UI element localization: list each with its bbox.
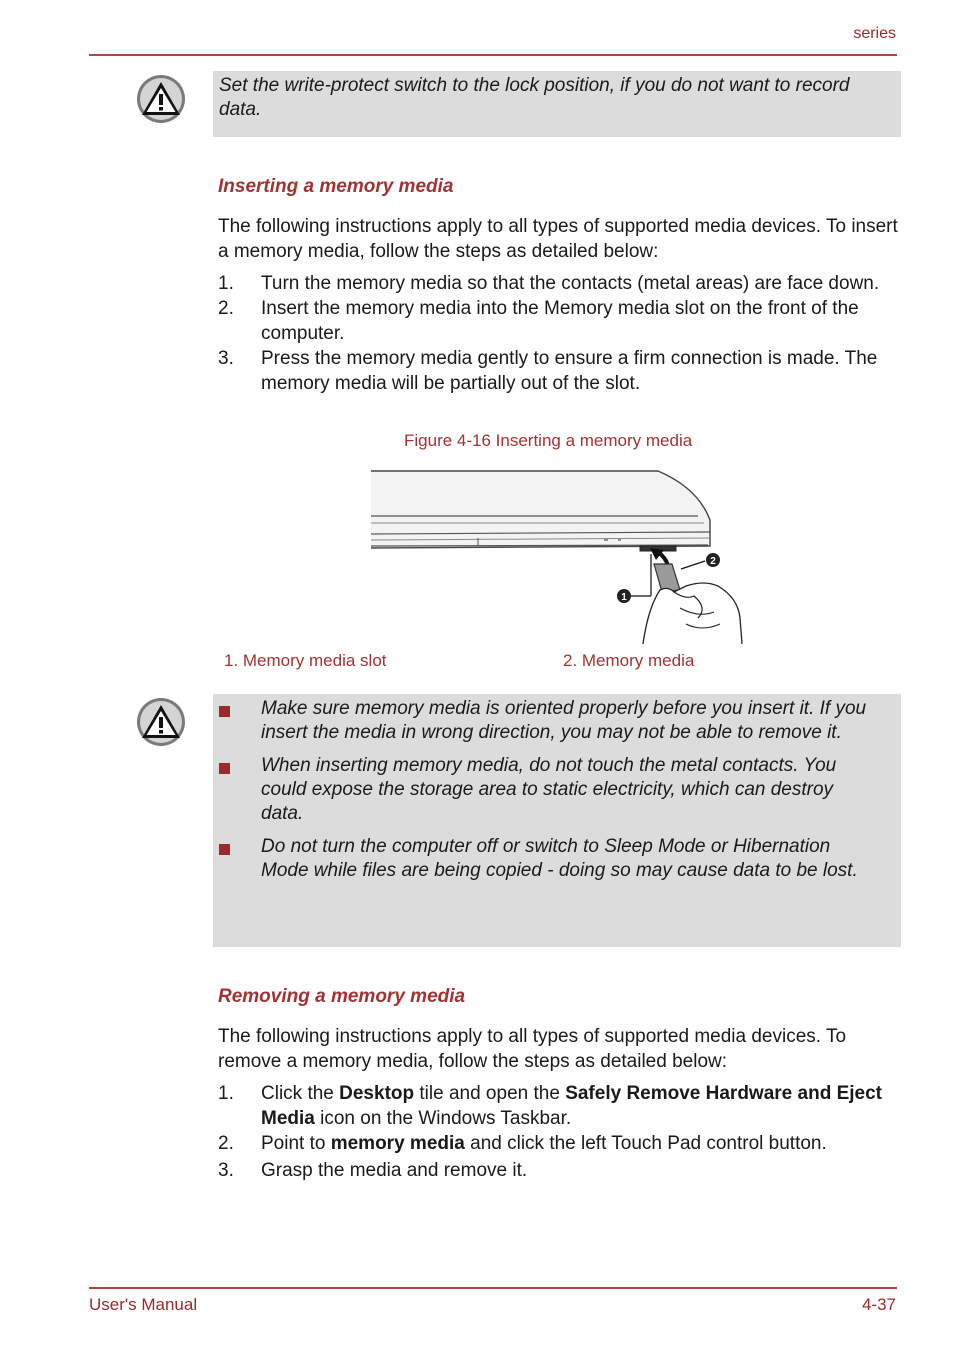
caution-bullets-list	[213, 694, 901, 883]
list-item	[218, 1158, 898, 1183]
figure-illustration	[368, 468, 748, 644]
safely-remove-term: Safely Remove Hardware and Eject Media	[261, 1083, 882, 1129]
warning-triangle-icon	[136, 74, 186, 124]
inserting-steps-list	[218, 271, 898, 396]
step-number: 3.	[218, 348, 234, 369]
list-item	[218, 1081, 898, 1131]
header-rule	[89, 54, 897, 56]
step-number: 1.	[218, 273, 234, 294]
step-text: Turn the memory media so that the contacts (metal areas) are face down.	[261, 273, 880, 294]
bullet-square-icon	[219, 706, 230, 717]
bullet-square-icon	[219, 844, 230, 855]
step-number: 3.	[218, 1160, 234, 1181]
list-item	[218, 271, 898, 296]
warning-triangle-icon	[136, 697, 186, 747]
figure-caption: Figure 4-16 Inserting a memory media	[404, 431, 693, 450]
removing-intro-paragraph: The following instructions apply to all types of supported media devices. To remove a memory media, follow the steps as detailed below:	[218, 1026, 847, 1072]
footer-page-number: 4-37	[861, 1295, 896, 1314]
callout-2: 2	[710, 556, 716, 567]
removing-steps-list	[218, 1081, 898, 1183]
inserting-intro-paragraph: The following instructions apply to all types of supported media devices. To insert a memory media, follow the steps as detailed below:	[218, 216, 898, 262]
memory-media-term: memory media	[330, 1133, 465, 1154]
callout-1: 1	[621, 592, 627, 603]
list-item	[213, 697, 877, 745]
figure-label-slot: 1. Memory media slot	[224, 651, 387, 670]
step-text: and click the left Touch Pad control button.	[464, 1133, 827, 1154]
section-heading-inserting: Inserting a memory media	[218, 176, 454, 197]
list-item	[218, 346, 898, 396]
footer-rule	[89, 1287, 897, 1289]
list-item	[213, 835, 877, 883]
step-text: Press the memory media gently to ensure a firm connection is made. The memory media will be partially out of the slot.	[261, 348, 878, 394]
list-item	[218, 1131, 898, 1156]
bullet-text: When inserting memory media, do not touch the metal contacts. You could expose the storage area to static electricity, which can destroy data.	[261, 755, 837, 824]
footer-manual-label: User's Manual	[89, 1295, 198, 1314]
list-item	[213, 754, 877, 826]
step-number: 2.	[218, 1133, 234, 1154]
section-heading-removing: Removing a memory media	[218, 986, 466, 1007]
bullet-text: Do not turn the computer off or switch to Sleep Mode or Hibernation Mode while files are being copied - doing so may cause data to be lost.	[261, 836, 858, 881]
caution-note-text: Set the write-protect switch to the lock position, if you do not want to record data.	[219, 75, 850, 120]
caution-bullets-box	[213, 694, 901, 947]
step-text: tile and open the	[414, 1083, 566, 1104]
step-text: icon on the Windows Taskbar.	[314, 1108, 572, 1129]
bullet-text: Make sure memory media is oriented properly before you insert it. If you insert the media in wrong direction, you may not be able to remove it.	[261, 698, 867, 743]
figure-label-media: 2. Memory media	[563, 651, 695, 670]
bullet-square-icon	[219, 763, 230, 774]
step-text: Point to	[261, 1133, 331, 1154]
laptop-card-illustration	[368, 468, 748, 644]
step-number: 2.	[218, 298, 234, 319]
desktop-tile-term: Desktop	[339, 1083, 415, 1104]
header-series-label: series	[853, 25, 896, 42]
step-text: Grasp the media and remove it.	[261, 1160, 528, 1181]
step-number: 1.	[218, 1083, 234, 1104]
step-text: Click the	[261, 1083, 340, 1104]
caution-note-box	[213, 71, 901, 137]
list-item	[218, 296, 898, 346]
step-text: Insert the memory media into the Memory media slot on the front of the computer.	[261, 298, 859, 344]
